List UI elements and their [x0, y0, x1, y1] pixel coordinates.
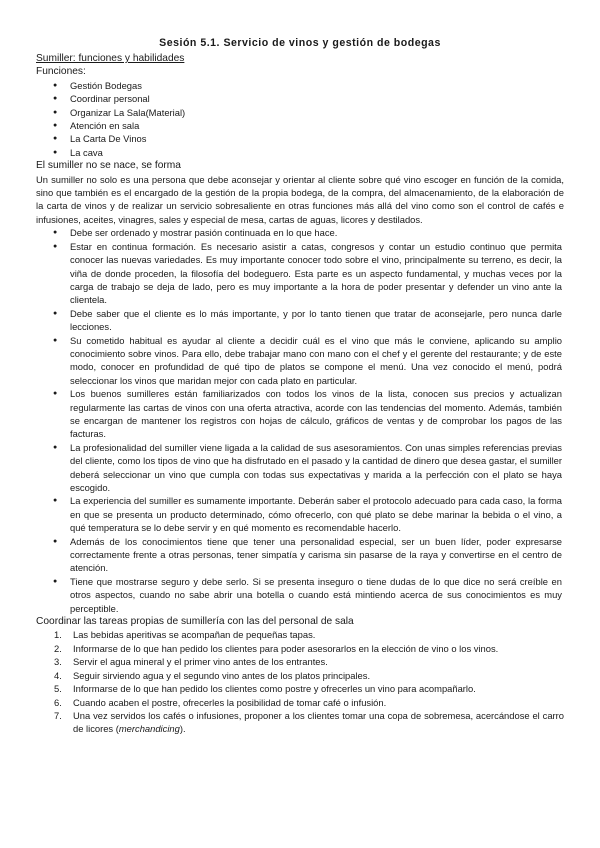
list-item: ● Su cometido habitual es ayudar al cliente a decidir cuál es el vino que más le conviene, aplicando su amplio conocimiento sobre vinos. Para ello, debe trabajar mano con mano con el chef y el gerente del restaurante; y de este modo, conocer en profundidad de qué tipo de platos se compone el menú. Una vez conocido el menú, podrá seleccionar los vinos que maridan mejor con cada plato en particular.	[70, 334, 564, 388]
list-item: ● La cava	[70, 146, 564, 159]
list-item: ● Los buenos sumilleres están familiarizados con todos los vinos de la lista, conocen sus precios y actualizan regularmente las cartas de vinos con una oferta atractiva, acorde con las tendencias del momento. Además, también se encargan de mantener los registros con hojas de cálculo, gráficos de ventas y de comprobar los pagos de las facturas.	[70, 387, 564, 441]
section-heading-formation: El sumiller no se nace, se forma	[36, 160, 181, 172]
list-item	[54, 669, 564, 682]
list-item-text: Seguir sirviendo agua y el segundo vino antes de los platos principales.	[73, 669, 371, 681]
list-number: 1.	[54, 629, 62, 641]
list-number: 2.	[54, 642, 62, 654]
tasks-list	[36, 628, 564, 735]
list-item	[54, 709, 564, 736]
list-item-text: Cuando acaben el postre, ofrecerles la posibilidad de tomar café o infusión.	[73, 696, 387, 708]
italic-term: merchandicing	[118, 723, 180, 735]
list-item-text: Informarse de lo que han pedido los clientes como postre y ofrecerles un vino para acompañarlo.	[73, 683, 476, 695]
list-item-text: Informarse de lo que han pedido los clientes para poder asesorarlos en la elección de vino o los vinos.	[73, 642, 499, 654]
list-item	[54, 628, 564, 641]
list-item: ● Estar en continua formación. Es necesario asistir a catas, congresos y contar un estudio continuo que permita conocer las nuevas variedades. Es muy importante conocer todo sobre el vino, principalmente su terreno, es decir, la viña de donde proceden, la filosofía del bodeguero. Esta parte es un aspecto fundamental, y muchas veces por la carga de trabajo se deja de lado, pero es muy importante a la hora de poder presentar y defender un vino ante la clientela.	[70, 240, 564, 307]
functions-label: Funciones:	[36, 66, 86, 78]
list-number: 3.	[54, 656, 62, 668]
list-item: ● Debe ser ordenado y mostrar pasión continuada en lo que hace.	[70, 226, 564, 239]
list-item: ● Gestión Bodegas	[70, 79, 564, 92]
document-title: Sesión 5.1. Servicio de vinos y gestión de bodegas	[159, 37, 441, 49]
list-item: ● La Carta De Vinos	[70, 132, 564, 145]
list-item: ● La experiencia del sumiller es sumamente importante. Deberán saber el protocolo adecuado para cada caso, la forma en que se presenta un producto determinado, cómo ofrecerlo, con qué plato se debe marinar la bebida o el vino, a qué temperatura se lo debe servir y en qué momento es recomendable hacerlo.	[70, 494, 564, 534]
list-item	[54, 696, 564, 709]
intro-paragraph: Un sumiller no solo es una persona que debe aconsejar y orientar al cliente sobre qué vino escoger en función de la comida, sino que también es el encargado de la gestión de la propia bodega, de la compra, del almacenamiento, de la elaboración de la carta de vinos y de realizar un servicio sobresaliente en otras funciones más allá del vino como son el control de cafés e infusiones, aceites, vinagres, sales y especial de mesa, cartas de aguas, licores y destilados.	[36, 173, 564, 225]
list-item: ● Atención en sala	[70, 119, 564, 132]
list-item-text: Servir el agua mineral y el primer vino antes de los entrantes.	[73, 656, 328, 668]
functions-list	[36, 79, 564, 159]
qualities-list	[36, 226, 564, 615]
list-item	[54, 655, 564, 668]
list-item: ● La profesionalidad del sumiller viene ligada a la calidad de sus asesoramientos. Con unas simples referencias previas del cliente, como los tipos de vino que ha disfrutado en el pasado y la cantidad de dinero que desea gastar, el sumiller deberá seleccionar un vino que cumpla con todas sus expectativas y marida a la perfección con el plato se haya escogido.	[70, 441, 564, 495]
list-item	[54, 642, 564, 655]
document-page	[36, 36, 564, 736]
list-item: ● Coordinar personal	[70, 92, 564, 105]
list-item-text: Una vez servidos los cafés o infusiones, proponer a los clientes tomar una copa de sobremesa, acercándose el carro de licores (	[73, 709, 564, 735]
list-number: 4.	[54, 669, 62, 681]
section-heading-coordinate: Coordinar las tareas propias de sumillería con las del personal de sala	[36, 616, 354, 628]
list-number: 6.	[54, 696, 62, 708]
list-item-text-end: ).	[179, 723, 186, 735]
section-heading-sumiller: Sumiller: funciones y habilidades	[36, 53, 185, 64]
list-item: ● Además de los conocimientos tiene que tener una personalidad especial, ser un buen líder, poder expresarse correctamente frente a otras personas, tener simpatía y carisma sin pasarse de la raya y convertirse en el centro de atención.	[70, 535, 564, 575]
list-number: 5.	[54, 683, 62, 695]
list-item: ● Tiene que mostrarse seguro y debe serlo. Si se presenta inseguro o tiene dudas de lo que dice no será creíble en otros aspectos, cuando no sabe abrir una botella o cuando está mintiendo acerca de sus conocimientos es muy perceptible.	[70, 575, 564, 615]
list-number: 7.	[54, 709, 62, 721]
list-item	[54, 682, 564, 695]
list-item: ● Organizar La Sala(Material)	[70, 106, 564, 119]
list-item: ● Debe saber que el cliente es lo más importante, y por lo tanto tienen que tratar de aconsejarle, pero nunca darle lecciones.	[70, 307, 564, 334]
list-item-text: Las bebidas aperitivas se acompañan de pequeñas tapas.	[73, 629, 316, 641]
